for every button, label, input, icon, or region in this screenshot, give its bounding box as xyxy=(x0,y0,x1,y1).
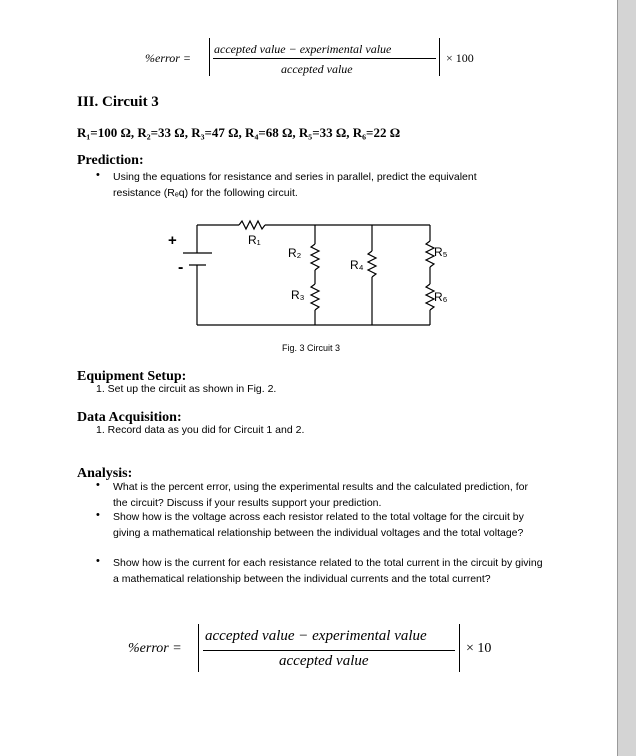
resistor-r5 xyxy=(426,241,434,267)
label-r6: R₆ xyxy=(434,290,448,304)
circuit-diagram xyxy=(160,210,460,360)
resistor-values: R₁=100 Ω, R₂=33 Ω, R₃=47 Ω, R₄=68 Ω, R₅=33 Ω, R₆=22 Ω xyxy=(77,125,401,140)
label-r4: R₄ xyxy=(350,258,364,272)
equipment-heading: Equipment Setup: xyxy=(77,369,187,384)
prediction-heading: Prediction: xyxy=(77,153,144,168)
label-r1: R₁ xyxy=(248,233,261,247)
analysis-bullet-1: What is the percent error, using the experimental results and the calculated prediction, for the circuit? Discuss if your results support your prediction. xyxy=(113,481,528,509)
resistor-r1 xyxy=(239,221,265,229)
equipment-step-1: 1. Set up the circuit as shown in Fig. 2. xyxy=(96,383,277,395)
data-acquisition-step-1: 1. Record data as you did for Circuit 1 and 2. xyxy=(96,424,305,436)
formula-numerator: accepted value − experimental value xyxy=(205,628,427,644)
analysis-bullet-2: Show how is the voltage across each resistor related to the total voltage for the circuit by giving a mathematical relationship between the individual voltages and the total voltage? xyxy=(113,511,524,539)
abs-bar-right xyxy=(459,624,460,672)
formula-denominator: accepted value xyxy=(281,62,353,76)
abs-bar-right xyxy=(439,38,440,76)
formula-numerator: accepted value − experimental value xyxy=(214,42,392,56)
label-r3: R₃ xyxy=(291,288,305,302)
resistor-r4 xyxy=(368,251,376,277)
abs-bar-left xyxy=(198,624,199,672)
analysis-bullet-3: Show how is the current for each resistance related to the total current in the circuit by giving a mathematical relationship between the individual currents and the total current? xyxy=(113,557,543,585)
resistor-r2 xyxy=(311,244,319,270)
resistor-r6 xyxy=(426,284,434,310)
prediction-bullet-1: Using the equations for resistance and series in parallel, predict the equivalent resistance (Rₑq) for the following circuit. xyxy=(113,171,477,199)
fraction-line xyxy=(203,650,455,651)
bullet-dot: • xyxy=(96,555,100,567)
formula-multiplier: × 10 xyxy=(466,641,492,656)
battery-plus-sign: + xyxy=(168,232,177,249)
label-r5: R₅ xyxy=(434,245,448,259)
data-acquisition-heading: Data Acquisition: xyxy=(77,410,182,425)
formula-lhs: %error = xyxy=(128,641,182,656)
bullet-dot: • xyxy=(96,509,100,521)
figure-caption: Fig. 3 Circuit 3 xyxy=(282,343,341,353)
analysis-heading: Analysis: xyxy=(77,466,133,481)
formula-denominator: accepted value xyxy=(279,653,369,669)
fraction-line xyxy=(213,58,436,59)
section-title: III. Circuit 3 xyxy=(77,94,159,110)
label-r2: R₂ xyxy=(288,246,302,260)
formula-multiplier: × 100 xyxy=(446,51,474,65)
bullet-dot: • xyxy=(96,479,100,491)
battery-minus-sign: - xyxy=(178,259,184,276)
resistor-r3 xyxy=(311,284,319,310)
abs-bar-left xyxy=(209,38,210,76)
bullet-dot: • xyxy=(96,169,100,181)
formula-lhs: %error = xyxy=(145,51,191,65)
